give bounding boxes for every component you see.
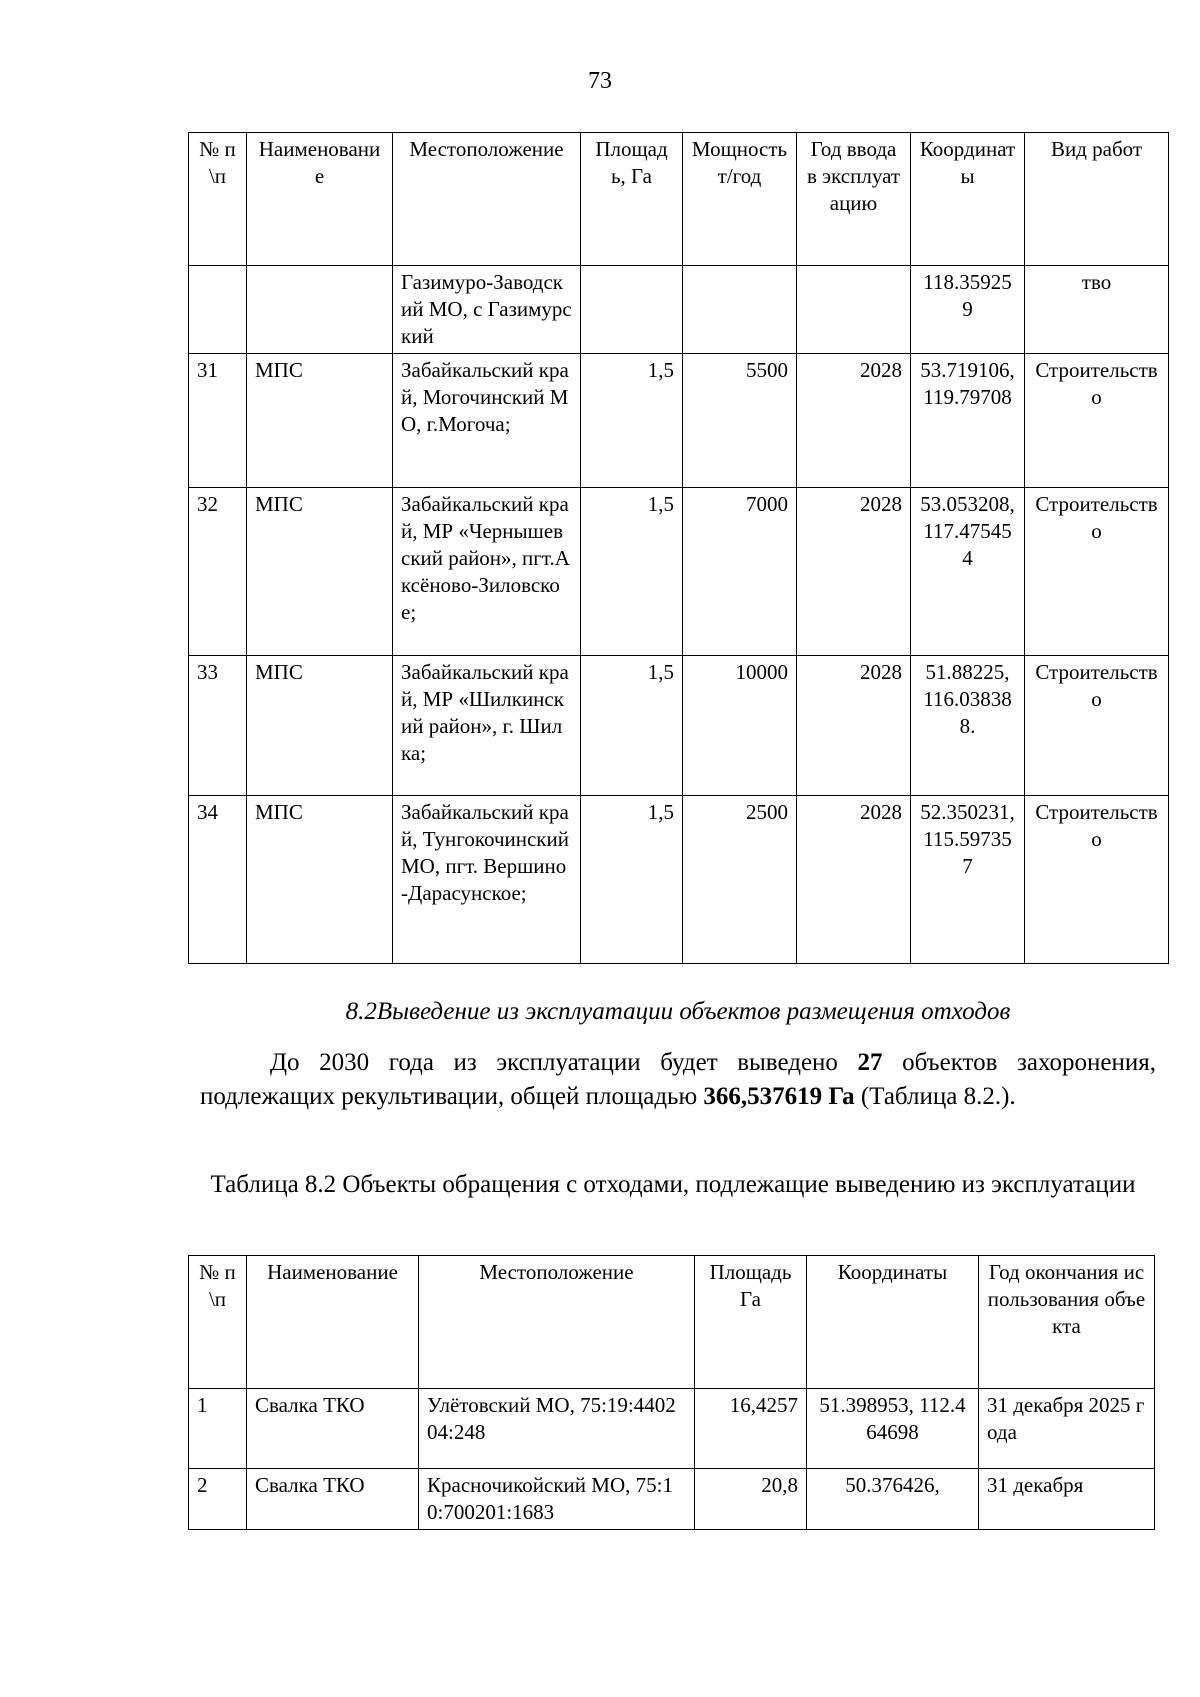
table-row: [189, 488, 1169, 656]
paragraph-text: (Таблица 8.2.).: [854, 1083, 1016, 1110]
table-row: [189, 266, 1169, 354]
cell-work-type: Строительство: [1025, 796, 1169, 964]
cell-coordinates: 52.350231, 115.597357: [911, 796, 1025, 964]
table-header-row: [189, 1256, 1155, 1389]
header-location: Местоположение: [393, 133, 581, 266]
header-capacity: Мощность т/год: [683, 133, 797, 266]
cell-coordinates: 50.376426,: [807, 1469, 979, 1530]
cell-coordinates: 51.398953, 112.464698: [807, 1389, 979, 1469]
cell-coordinates: 51.88225, 116.038388.: [911, 656, 1025, 796]
cell-location: Забайкальский край, Тунгокочинский МО, пгт. Вершино-Дарасунское;: [393, 796, 581, 964]
cell-location: Красночикойский МО, 75:10:700201:1683: [419, 1469, 695, 1530]
cell-end-year: 31 декабря 2025 года: [979, 1389, 1155, 1469]
cell-coordinates: 53.719106, 119.79708: [911, 354, 1025, 488]
cell-number: 34: [189, 796, 247, 964]
header-work-type: Вид работ: [1025, 133, 1169, 266]
cell-name: МПС: [247, 656, 393, 796]
header-number: № п\п: [189, 133, 247, 266]
cell-year: 2028: [797, 488, 911, 656]
cell-number: 33: [189, 656, 247, 796]
cell-location: Забайкальский край, Могочинский МО, г.Могоча;: [393, 354, 581, 488]
decommission-table: [188, 1255, 1155, 1530]
cell-coordinates: 118.359259: [911, 266, 1025, 354]
header-coordinates: Координаты: [807, 1256, 979, 1389]
cell-area: 20,8: [695, 1469, 807, 1530]
table-row: [189, 796, 1169, 964]
cell-year: 2028: [797, 656, 911, 796]
cell-work-type: Строительство: [1025, 488, 1169, 656]
paragraph-text: До 2030 года из эксплуатации будет выведено: [270, 1049, 858, 1076]
header-name: Наименование: [247, 1256, 419, 1389]
total-area: 366,537619 Га: [703, 1083, 855, 1110]
cell-name: [247, 266, 393, 354]
cell-capacity: 7000: [683, 488, 797, 656]
cell-name: Свалка ТКО: [247, 1389, 419, 1469]
cell-area: 16,4257: [695, 1389, 807, 1469]
table-row: [189, 656, 1169, 796]
cell-name: МПС: [247, 488, 393, 656]
header-coordinates: Координаты: [911, 133, 1025, 266]
cell-name: МПС: [247, 796, 393, 964]
cell-capacity: [683, 266, 797, 354]
cell-location: Улётовский МО, 75:19:440204:248: [419, 1389, 695, 1469]
cell-location: Газимуро-Заводский МО, с Газимурский: [393, 266, 581, 354]
header-number: № п\п: [189, 1256, 247, 1389]
cell-location: Забайкальский край, МР «Чернышевский район», пгт.Аксёново-Зиловское;: [393, 488, 581, 656]
cell-location: Забайкальский край, МР «Шилкинский район», г. Шилка;: [393, 656, 581, 796]
cell-name: МПС: [247, 354, 393, 488]
section-paragraph: [200, 1046, 1156, 1114]
objects-count: 27: [857, 1049, 883, 1076]
cell-area: 1,5: [581, 354, 683, 488]
cell-number: [189, 266, 247, 354]
table-header-row: [189, 133, 1169, 266]
cell-end-year: 31 декабря: [979, 1469, 1155, 1530]
cell-number: 1: [189, 1389, 247, 1469]
cell-capacity: 2500: [683, 796, 797, 964]
cell-number: 32: [189, 488, 247, 656]
cell-name: Свалка ТКО: [247, 1469, 419, 1530]
cell-area: 1,5: [581, 488, 683, 656]
table-row: [189, 1469, 1155, 1530]
cell-area: 1,5: [581, 796, 683, 964]
cell-work-type: Строительство: [1025, 656, 1169, 796]
header-location: Местоположение: [419, 1256, 695, 1389]
table-row: [189, 1389, 1155, 1469]
cell-work-type: тво: [1025, 266, 1169, 354]
table-caption: Таблица 8.2 Объекты обращения с отходами, подлежащие выведению из эксплуатации: [210, 1171, 1136, 1198]
page-number: 73: [588, 68, 612, 94]
header-name: Наименование: [247, 133, 393, 266]
cell-number: 31: [189, 354, 247, 488]
header-area: Площадь, Га: [581, 133, 683, 266]
section-heading: 8.2Выведение из эксплуатации объектов размещения отходов: [345, 998, 1011, 1025]
cell-year: 2028: [797, 796, 911, 964]
header-end-year: Год окончания использования объекта: [979, 1256, 1155, 1389]
cell-capacity: 5500: [683, 354, 797, 488]
cell-year: [797, 266, 911, 354]
cell-coordinates: 53.053208, 117.475454: [911, 488, 1025, 656]
header-year: Год ввода в эксплуатацию: [797, 133, 911, 266]
facilities-table: [188, 132, 1169, 964]
cell-area: [581, 266, 683, 354]
table-row: [189, 354, 1169, 488]
cell-capacity: 10000: [683, 656, 797, 796]
cell-work-type: Строительство: [1025, 354, 1169, 488]
cell-area: 1,5: [581, 656, 683, 796]
header-area: Площадь Га: [695, 1256, 807, 1389]
paragraph-text: объектов захоронения, подлежащих рекультивации, общей площадью: [200, 1049, 1156, 1110]
cell-year: 2028: [797, 354, 911, 488]
cell-number: 2: [189, 1469, 247, 1530]
